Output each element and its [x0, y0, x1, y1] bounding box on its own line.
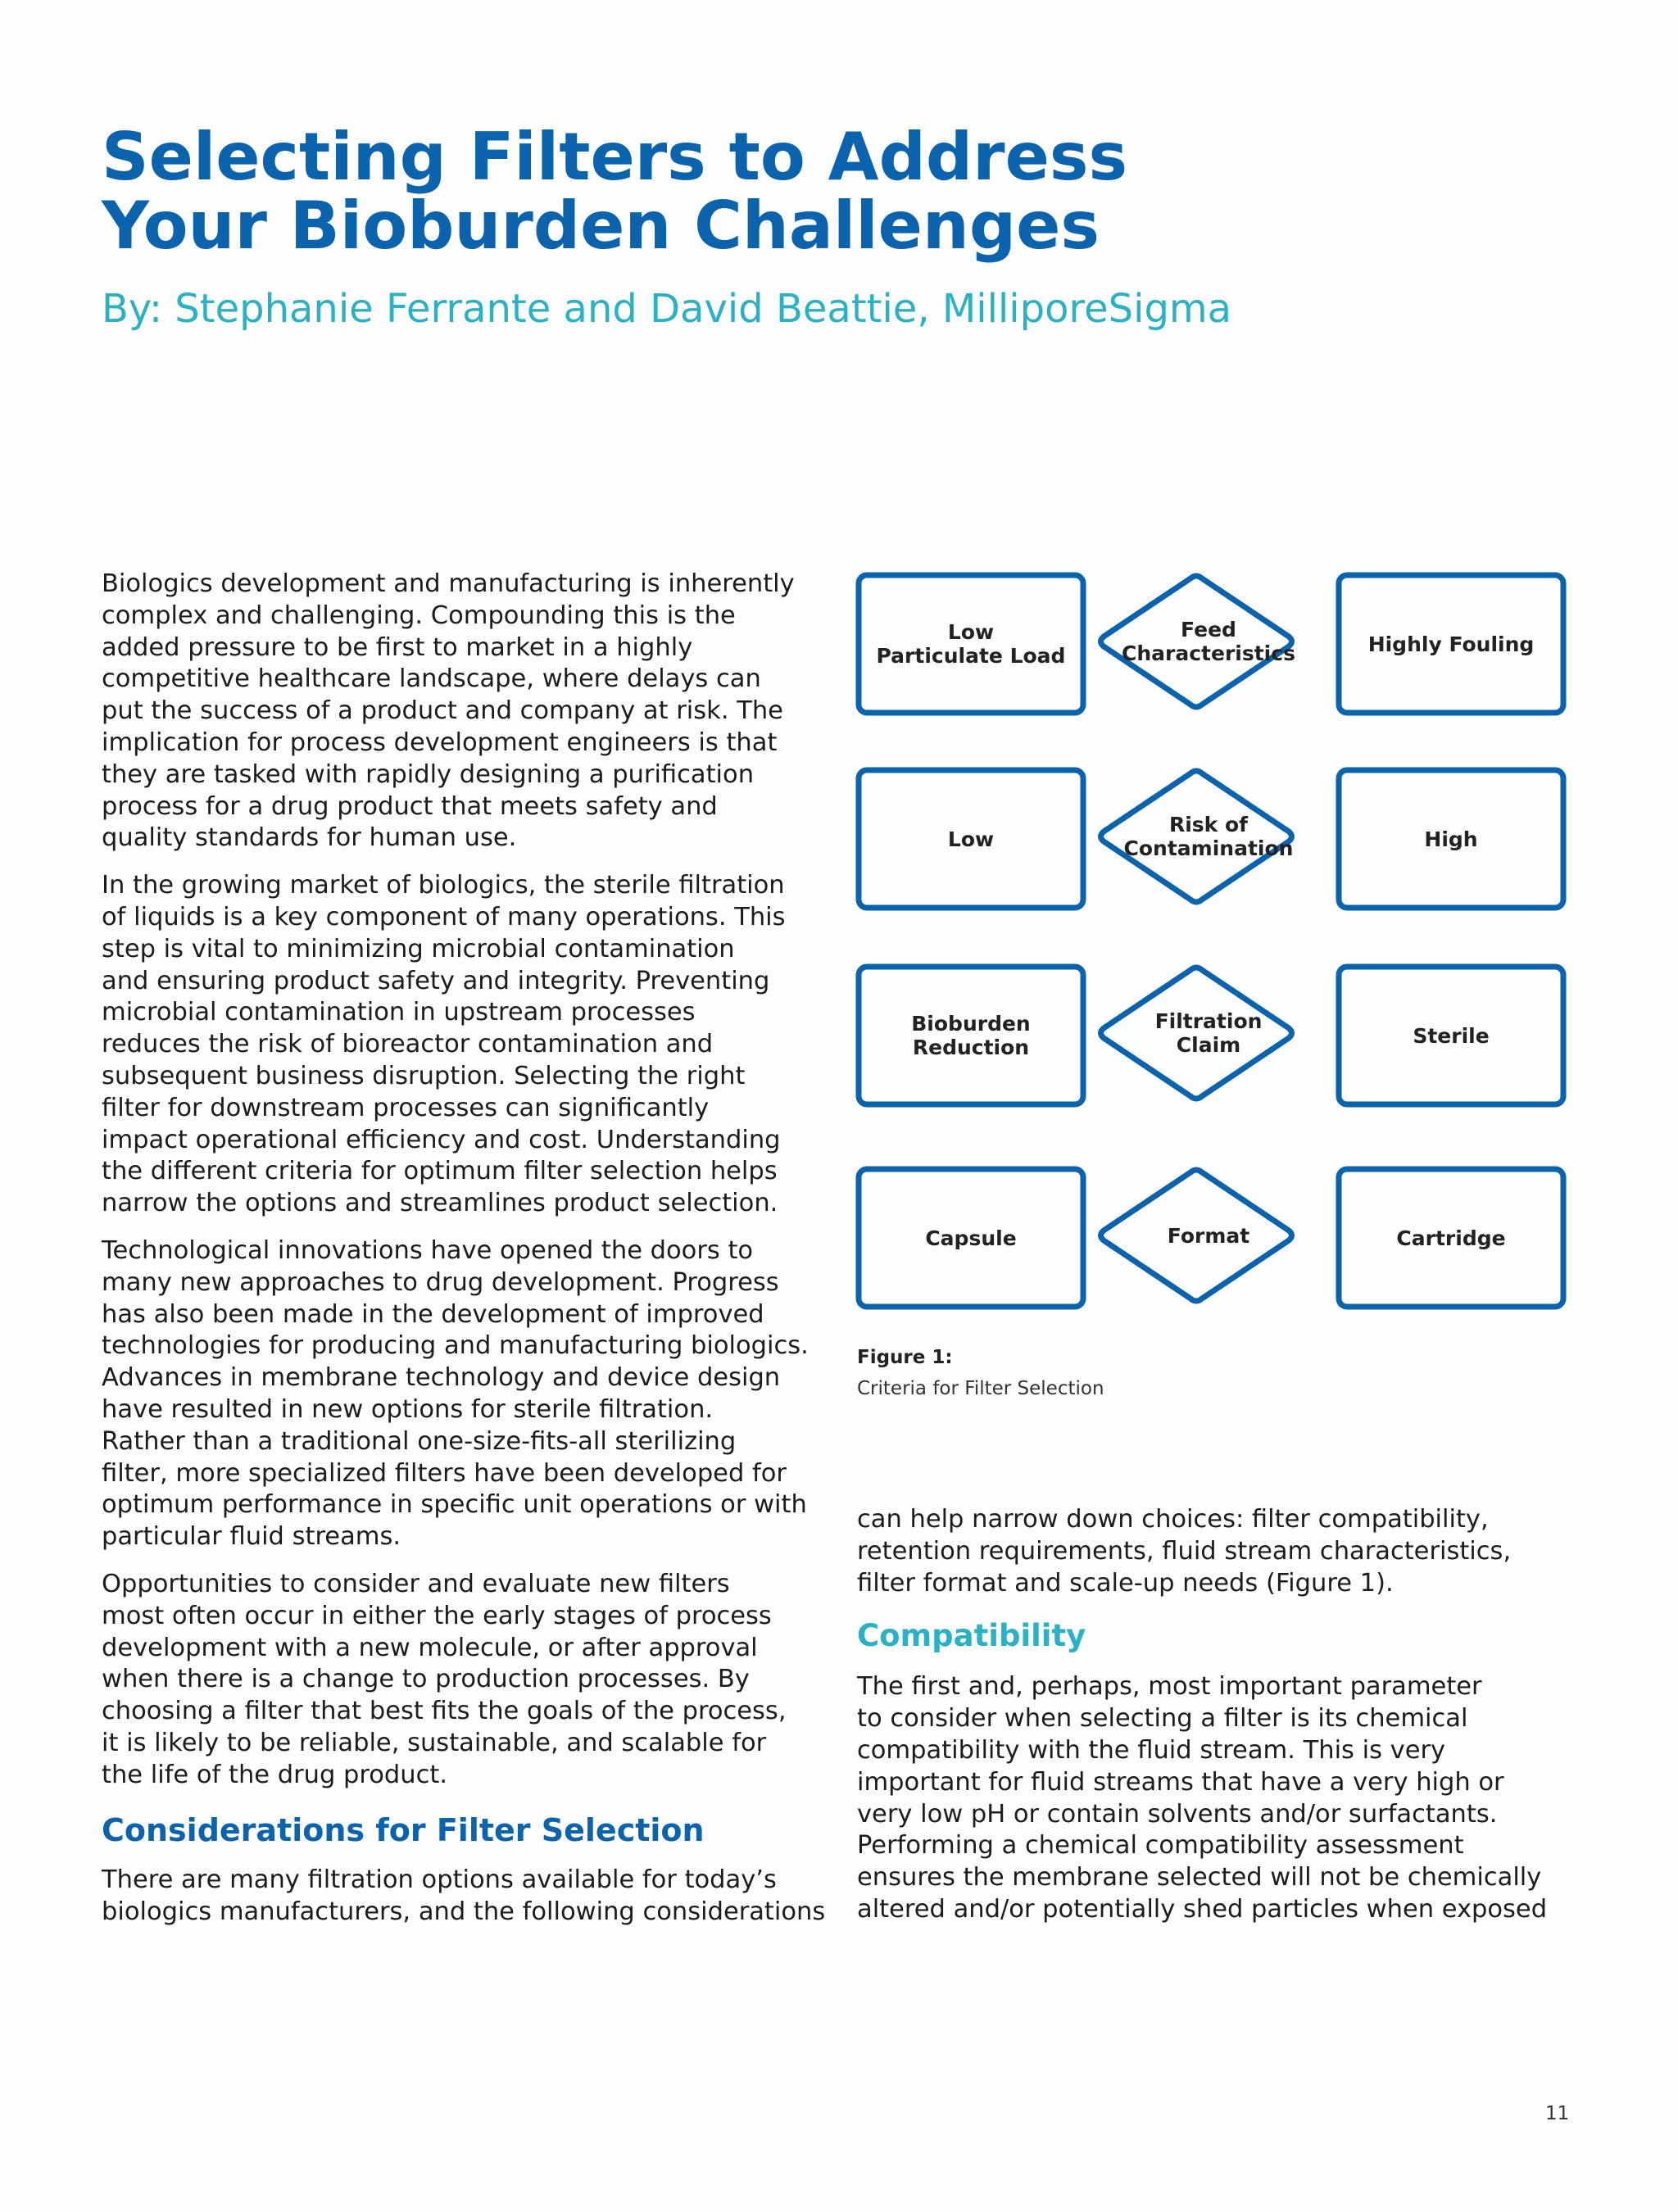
text-line: has also been made in the development of improved [102, 1299, 764, 1329]
option-box [855, 1166, 1086, 1310]
text-line: process for a drug product that meets safety and [102, 791, 718, 821]
byline: By: Stephanie Ferrante and David Beattie, MilliporeSigma [102, 286, 1232, 332]
text-line: ensures the membrane selected will not be chemically [857, 1863, 1542, 1892]
right-column [857, 1504, 1594, 1942]
diagram-label [1336, 572, 1567, 716]
section-heading-compatibility: Compatibility [857, 1618, 1086, 1654]
page-title [102, 119, 1128, 264]
option-box [855, 767, 1086, 911]
text-line: added pressure to be first to market in a highly [102, 632, 693, 662]
diagram-label-text: High [1424, 827, 1478, 851]
option-box [855, 572, 1086, 716]
text-line: put the success of a product and company at risk. The [102, 696, 783, 726]
text-line: many new approaches to drug development. Progress [102, 1267, 779, 1297]
title-line-1: Selecting Filters to Address [102, 119, 1128, 195]
paragraph [857, 1671, 1594, 1925]
title-line-2: Your Bioburden Challenges [102, 188, 1100, 264]
text-line: filter for downstream processes can significantly [102, 1093, 710, 1122]
text-line: optimum performance in specific unit operations or with [102, 1490, 807, 1520]
figure-number: Figure 1: [857, 1347, 953, 1368]
text-line: very low pH or contain solvents and/or surfactants. [857, 1799, 1498, 1829]
text-line: important for fluid streams that have a very high or [857, 1767, 1504, 1797]
text-line: microbial contamination in upstream processes [102, 998, 696, 1027]
criteria-diamond [1098, 767, 1319, 906]
text-line: There are many filtration options available for today’s [102, 1865, 777, 1895]
diagram-label [1098, 767, 1319, 906]
text-line: it is likely to be reliable, sustainable, and scalable for [102, 1728, 767, 1757]
text-line: step is vital to minimizing microbial contamination [102, 934, 735, 963]
option-box [1336, 963, 1567, 1108]
text-line: the life of the drug product. [102, 1760, 448, 1789]
text-line: and ensuring product safety and integrity. Preventing [102, 966, 770, 995]
text-line: Biologics development and manufacturing is inherently [102, 569, 795, 598]
diagram-label-text: Feed Characteristics [1122, 618, 1295, 665]
text-line: Advances in membrane technology and device design [102, 1363, 781, 1393]
diagram-label [855, 767, 1086, 911]
text-line: technologies for producing and manufacturing biologics. [102, 1331, 809, 1361]
text-line: to consider when selecting a filter is its chemical [857, 1704, 1468, 1734]
text-line: the different criteria for optimum filter selection helps [102, 1157, 778, 1186]
text-line: implication for process development engineers is that [102, 728, 778, 757]
diagram-label-text: Low Particulate Load [876, 620, 1066, 668]
text-line: Technological innovations have opened the doors to [102, 1235, 754, 1265]
text-line: Performing a chemical compatibility assessment [857, 1831, 1464, 1861]
text-line: choosing a filter that best fits the goals of the process, [102, 1697, 787, 1726]
text-line: biologics manufacturers, and the following considerations [102, 1897, 826, 1927]
diagram-label-text: Highly Fouling [1367, 632, 1535, 656]
paragraph [102, 1235, 823, 1553]
option-box [1336, 1166, 1567, 1310]
section-heading-considerations: Considerations for Filter Selection [102, 1812, 705, 1849]
filter-criteria-diagram [852, 572, 1576, 1326]
text-line: particular fluid streams. [102, 1522, 401, 1552]
diagram-label-text: Filtration Claim [1154, 1009, 1263, 1057]
text-line: subsequent business disruption. Selecting the right [102, 1061, 746, 1090]
text-line: altered and/or potentially shed particles when exposed [857, 1894, 1548, 1924]
criteria-diamond [1098, 1166, 1319, 1305]
left-column [102, 569, 826, 1944]
diagram-label-text: Sterile [1413, 1023, 1490, 1048]
criteria-diamond [1098, 572, 1319, 711]
text-line: narrow the options and streamlines product selection. [102, 1189, 778, 1218]
text-line: of liquids is a key component of many operations. This [102, 902, 786, 931]
text-line: can help narrow down choices: filter compatibility, [857, 1505, 1489, 1534]
text-line: Opportunities to consider and evaluate new filters [102, 1569, 730, 1598]
criteria-diamond [1098, 963, 1319, 1103]
paragraph [857, 1504, 1594, 1599]
text-line: reduces the risk of bioreactor contamination and [102, 1030, 714, 1059]
diagram-label [855, 963, 1086, 1108]
option-box [855, 963, 1086, 1108]
paragraph [102, 569, 823, 854]
diagram-label-text: Risk of Contamination [1123, 813, 1294, 860]
text-line: they are tasked with rapidly designing a purification [102, 759, 755, 789]
text-line: development with a new molecule, or after approval [102, 1633, 758, 1662]
paragraph [102, 1569, 823, 1792]
text-line: quality standards for human use. [102, 823, 517, 853]
paragraph [102, 1865, 826, 1929]
text-line: The first and, perhaps, most important parameter [857, 1672, 1482, 1702]
diagram-label [855, 1166, 1086, 1310]
diagram-label-text: Bioburden Reduction [911, 1012, 1031, 1059]
text-line: have resulted in new options for sterile filtration. [102, 1394, 714, 1424]
diagram-label [1098, 1166, 1319, 1305]
text-line: Rather than a traditional one-size-fits-all sterilizing [102, 1426, 737, 1456]
diagram-label [1336, 963, 1567, 1108]
diagram-label-text: Format [1167, 1223, 1250, 1248]
option-box [1336, 767, 1567, 911]
text-line: competitive healthcare landscape, where delays can [102, 664, 761, 694]
paragraph [102, 870, 823, 1220]
diagram-label [1098, 963, 1319, 1103]
diagram-label-text: Low [947, 827, 995, 851]
figure-caption-text: Criteria for Filter Selection [857, 1378, 1104, 1399]
diagram-label-text: Cartridge [1396, 1226, 1506, 1250]
text-line: impact operational efficiency and cost. Understanding [102, 1125, 781, 1154]
text-line: retention requirements, fluid stream characteristics, [857, 1536, 1512, 1566]
text-line: filter format and scale-up needs (Figure 1). [857, 1568, 1394, 1598]
option-box [1336, 572, 1567, 716]
text-line: when there is a change to production processes. By [102, 1665, 750, 1694]
page-number: 11 [1545, 2103, 1570, 2124]
text-line: compatibility with the fluid stream. This is very [857, 1735, 1446, 1765]
text-line: filter, more specialized filters have been developed for [102, 1458, 787, 1488]
diagram-label [1336, 767, 1567, 911]
diagram-label [855, 572, 1086, 716]
diagram-label [1098, 572, 1319, 711]
figure-caption [857, 1344, 1104, 1403]
text-line: complex and challenging. Compounding this is the [102, 601, 736, 630]
diagram-label [1336, 1166, 1567, 1310]
text-line: most often occur in either the early stages of process [102, 1601, 772, 1630]
diagram-label-text: Capsule [925, 1226, 1017, 1250]
text-line: In the growing market of biologics, the sterile filtration [102, 871, 785, 900]
